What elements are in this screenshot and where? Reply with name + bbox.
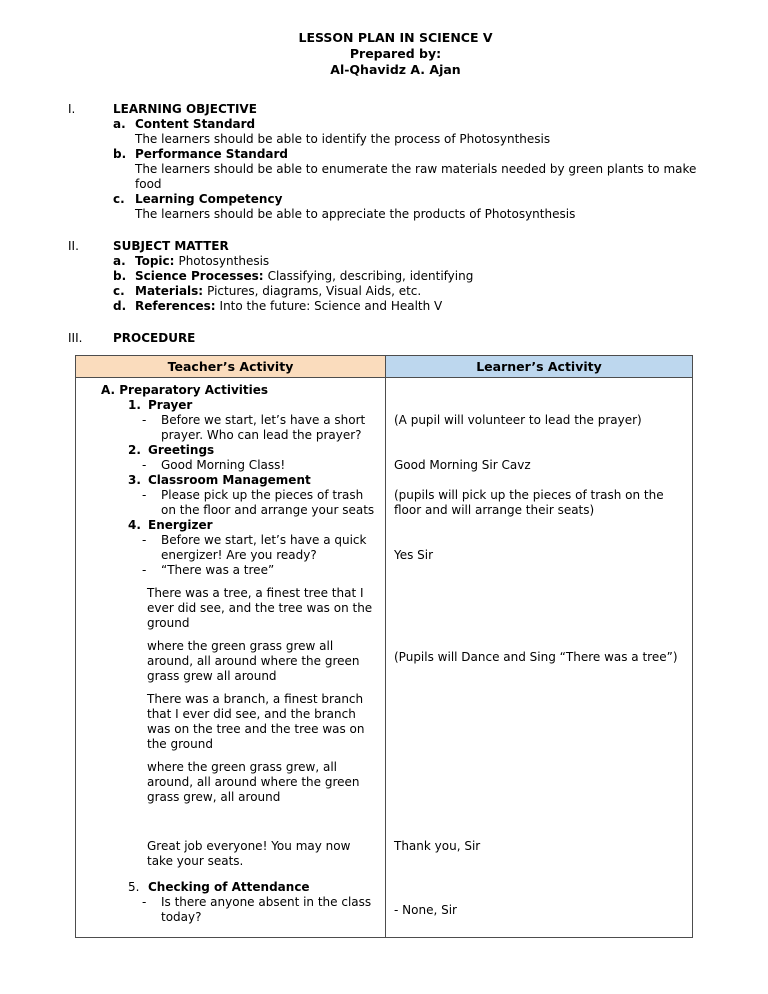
learner-cell [386, 752, 693, 805]
subsection-learning-competency [113, 192, 723, 222]
subsection-letter: a. [113, 254, 126, 268]
teacher-cell [76, 458, 386, 473]
activity-1-heading [128, 398, 379, 413]
table-header-row [76, 356, 693, 378]
subsection-performance-standard [113, 147, 723, 192]
document-title: LESSON PLAN IN SCIENCE V [298, 30, 493, 45]
learner-response: (A pupil will volunteer to lead the prayer) [394, 413, 642, 427]
teacher-bullet [142, 895, 379, 925]
teacher-bullet [142, 563, 379, 578]
teacher-cell [76, 533, 386, 578]
song-verse-2: where the green grass grew all around, all around where the green grass grew all around [147, 639, 360, 683]
activity-2-heading [128, 443, 379, 458]
subsection-label: Science Processes: [135, 269, 264, 283]
learner-response: Good Morning Sir Cavz [394, 458, 531, 472]
section-title-procedure: PROCEDURE [113, 331, 196, 345]
bullet-text: Before we start, let’s have a quick energizer! Are you ready? [161, 533, 367, 562]
table-row [76, 458, 693, 473]
learner-response: Thank you, Sir [394, 839, 481, 853]
subsection-letter: b. [113, 269, 127, 283]
teacher-activity-header: Teacher’s Activity [76, 356, 386, 378]
teacher-cell [76, 631, 386, 684]
bullet-dash: - [142, 563, 147, 577]
subsection-text: Into the future: Science and Health V [219, 299, 443, 313]
learner-cell [386, 413, 693, 443]
learner-cell [386, 578, 693, 631]
subsection-text: Classifying, describing, identifying [267, 269, 474, 283]
activity-title: Checking of Attendance [148, 880, 310, 894]
table-row [76, 443, 693, 458]
document-header [68, 30, 723, 78]
section-numeral-3: III. [68, 331, 83, 345]
teacher-cell [76, 752, 386, 805]
teacher-cell [76, 488, 386, 518]
learner-cell [386, 473, 693, 488]
section-subject-matter [68, 239, 723, 314]
teacher-bullet [142, 488, 379, 518]
bullet-dash: - [142, 488, 147, 502]
subsection-letter: b. [113, 147, 127, 161]
table-row [76, 752, 693, 805]
learner-activity-header: Learner’s Activity [386, 356, 693, 378]
section-numeral-2: II. [68, 239, 79, 253]
activity-title: Greetings [148, 443, 215, 457]
teacher-bullet [142, 533, 379, 563]
bullet-text: Before we start, let’s have a short prayer. Who can lead the prayer? [161, 413, 366, 442]
subsection-text: The learners should be able to enumerate the raw materials needed by green plants to make food [135, 162, 697, 191]
subsection-materials [113, 284, 723, 299]
song-verse-4: where the green grass grew, all around, all around where the green grass grew, all around [147, 760, 360, 804]
learner-response: (pupils will pick up the pieces of trash on the floor and will arrange their seats) [394, 488, 664, 517]
learner-cell [386, 684, 693, 752]
closing-remark: Great job everyone! You may now take your seats. [147, 839, 351, 868]
subsection-letter: c. [113, 284, 125, 298]
teacher-cell [76, 578, 386, 631]
song-verse-1: There was a tree, a finest tree that I ever did see, and the tree was on the ground [147, 586, 373, 630]
table-row [76, 869, 693, 938]
song-verse-3: There was a branch, a finest branch that I ever did see, and the branch was on the tree and the tree was on the ground [147, 692, 365, 751]
subsection-label: References: [135, 299, 216, 313]
section-numeral-1: I. [68, 102, 76, 116]
subsection-letter: c. [113, 192, 125, 206]
learner-cell [386, 378, 693, 414]
learner-cell [386, 488, 693, 518]
activity-4-heading [128, 518, 379, 533]
subsection-references [113, 299, 723, 314]
activity-number: 2. [128, 443, 141, 457]
subsection-label: Content Standard [135, 117, 256, 131]
table-row [76, 518, 693, 533]
learner-cell [386, 443, 693, 458]
activity-5-heading [128, 880, 379, 895]
subsection-label: Topic: [135, 254, 175, 268]
activity-number: 4. [128, 518, 141, 532]
table-row [76, 805, 693, 869]
prepared-by-label: Prepared by: [349, 46, 442, 61]
subsection-letter: a. [113, 117, 126, 131]
subsection-label: Materials: [135, 284, 204, 298]
learner-cell [386, 869, 693, 938]
teacher-cell [76, 378, 386, 414]
section-procedure [68, 331, 723, 346]
teacher-bullet [142, 413, 379, 443]
activity-title: Energizer [148, 518, 213, 532]
learner-cell [386, 631, 693, 684]
teacher-cell [76, 518, 386, 533]
bullet-dash: - [142, 895, 147, 909]
learner-response: Yes Sir [394, 548, 434, 562]
bullet-text: “There was a tree” [161, 563, 275, 577]
table-row [76, 631, 693, 684]
subsection-text: Pictures, diagrams, Visual Aids, etc. [207, 284, 422, 298]
bullet-text: Please pick up the pieces of trash on the floor and arrange your seats [161, 488, 375, 517]
procedure-table [75, 355, 693, 938]
activity-3-heading [128, 473, 379, 488]
teacher-cell [76, 805, 386, 869]
teacher-cell [76, 869, 386, 938]
table-row [76, 378, 693, 414]
bullet-text: Is there anyone absent in the class today? [161, 895, 372, 924]
learner-cell [386, 458, 693, 473]
subsection-content-standard [113, 117, 723, 147]
subsection-text: The learners should be able to appreciate the products of Photosynthesis [135, 207, 576, 221]
teacher-cell [76, 443, 386, 458]
subsection-text: Photosynthesis [178, 254, 270, 268]
subsection-label: Performance Standard [135, 147, 289, 161]
table-row [76, 473, 693, 488]
section-title-learning-objective: LEARNING OBJECTIVE [113, 102, 257, 116]
learner-cell [386, 533, 693, 578]
learner-response: - None, Sir [394, 903, 457, 917]
teacher-cell [76, 413, 386, 443]
section-title-subject-matter: SUBJECT MATTER [113, 239, 229, 253]
subsection-letter: d. [113, 299, 127, 313]
bullet-dash: - [142, 413, 147, 427]
teacher-cell [76, 684, 386, 752]
learner-response: (Pupils will Dance and Sing “There was a tree”) [394, 650, 678, 664]
subsection-topic [113, 254, 723, 269]
teacher-cell [76, 473, 386, 488]
table-row [76, 684, 693, 752]
bullet-dash: - [142, 533, 147, 547]
preparatory-activities-heading: A. Preparatory Activities [101, 383, 269, 397]
activity-number: 3. [128, 473, 141, 487]
bullet-text: Good Morning Class! [161, 458, 286, 472]
teacher-bullet [142, 458, 379, 473]
subsection-label: Learning Competency [135, 192, 283, 206]
bullet-dash: - [142, 458, 147, 472]
activity-title: Classroom Management [148, 473, 311, 487]
activity-number: 1. [128, 398, 141, 412]
table-row [76, 578, 693, 631]
learner-cell [386, 805, 693, 869]
author-name: Al-Qhavidz A. Ajan [330, 62, 461, 77]
table-row [76, 488, 693, 518]
activity-number: 5. [128, 880, 140, 894]
subsection-text: The learners should be able to identify the process of Photosynthesis [135, 132, 551, 146]
table-row [76, 533, 693, 578]
learner-cell [386, 518, 693, 533]
table-row [76, 413, 693, 443]
subsection-science-processes [113, 269, 723, 284]
section-learning-objective [68, 102, 723, 222]
activity-title: Prayer [148, 398, 193, 412]
